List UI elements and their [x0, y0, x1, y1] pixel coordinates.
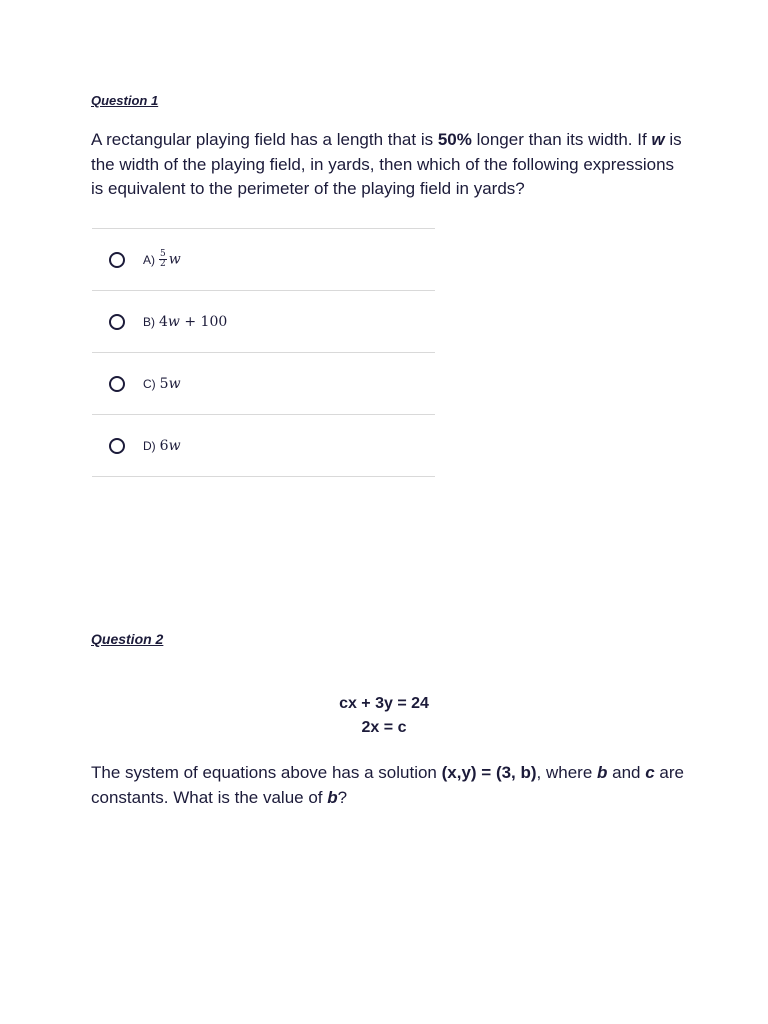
- fraction-numerator: 5: [160, 249, 166, 259]
- q1-text-part: is the width of the playing field, in yards, then which of the following expressions is equivalent to the perimeter of the playing field in yards?: [91, 130, 682, 198]
- radio-button[interactable]: [109, 438, 125, 454]
- question-1-text: [91, 128, 691, 202]
- choice-letter: B): [143, 314, 155, 329]
- choice-expression: [159, 250, 181, 269]
- q1-var-w: w: [651, 130, 665, 149]
- q2-text-part: are constants. What is the value of: [91, 763, 684, 807]
- q2-var-b: b: [597, 763, 608, 782]
- choice-d[interactable]: [92, 415, 435, 477]
- choice-b[interactable]: [92, 291, 435, 353]
- q2-text-part: ?: [337, 787, 348, 807]
- q1-percent: 50%: [437, 130, 472, 149]
- q1-text-part: longer than its width. If: [471, 130, 652, 149]
- question-1-label: Question 1: [91, 93, 159, 108]
- q2-text-part: and: [607, 763, 646, 782]
- question-2-label: Question 2: [91, 631, 164, 647]
- equation-1: cx + 3y = 24: [339, 695, 429, 712]
- fraction: [159, 250, 167, 269]
- radio-button[interactable]: [109, 376, 125, 392]
- radio-button[interactable]: [109, 314, 125, 330]
- equation-2: 2x = c: [361, 719, 407, 736]
- radio-button[interactable]: [109, 252, 125, 268]
- choice-letter: C): [143, 376, 156, 391]
- choice-expression: 4w + 100: [159, 313, 228, 330]
- q2-var-b: b: [327, 787, 338, 807]
- choice-expression: 6w: [159, 437, 181, 454]
- q2-var-c: c: [645, 763, 655, 782]
- equation-system: [0, 692, 768, 740]
- choice-c[interactable]: [92, 353, 435, 415]
- choice-letter: D): [143, 438, 156, 453]
- choice-expression-var: w: [168, 251, 181, 268]
- q1-text-part: A rectangular playing field has a length that is: [91, 130, 438, 149]
- q2-text-part: The system of equations above has a solution: [91, 763, 442, 782]
- question-2-text: [91, 761, 691, 810]
- choice-expression: 5w: [159, 375, 181, 392]
- choice-a[interactable]: [92, 229, 435, 291]
- q2-text-part: , where: [536, 763, 598, 782]
- choice-letter: A): [143, 252, 155, 267]
- answer-choices: [92, 228, 435, 477]
- fraction-denominator: 2: [160, 259, 166, 269]
- q2-solution: (x,y) = (3, b): [441, 763, 537, 782]
